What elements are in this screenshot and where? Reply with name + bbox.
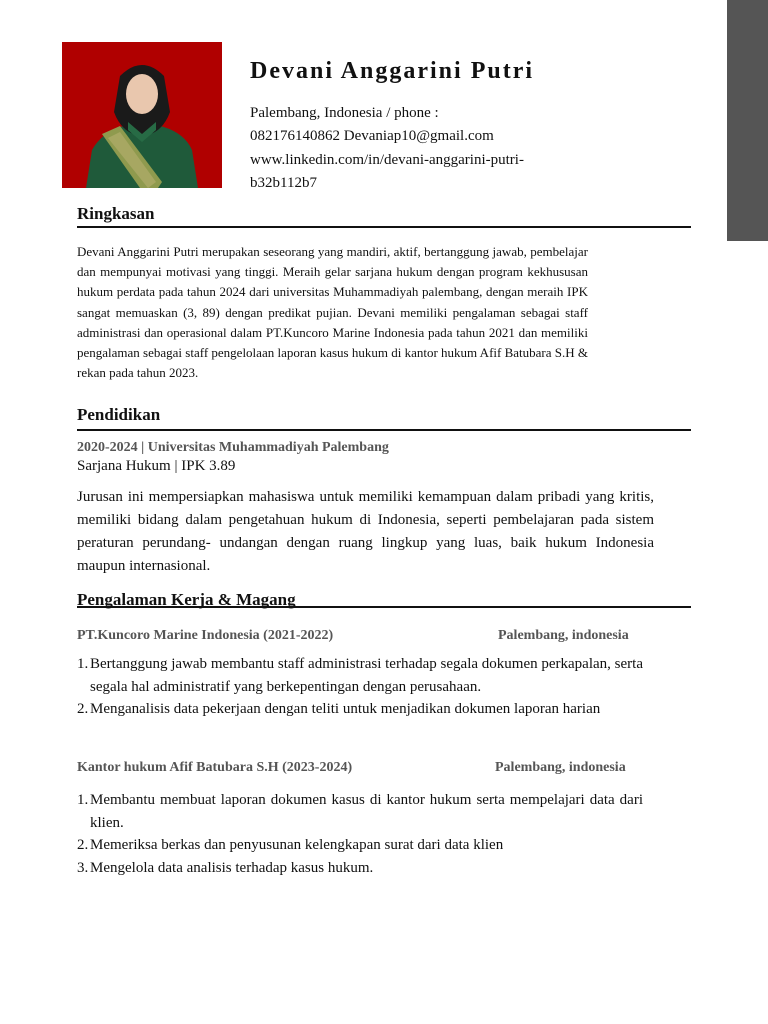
education-degree: Sarjana Hukum | IPK 3.89 xyxy=(77,458,236,474)
list-item: 1. Bertanggung jawab membantu staff administrasi terhadap segala dokumen perkapalan, serta segala hal administratif yang berkepentingan dengan perusahaan. xyxy=(77,656,643,695)
job-location-1: Palembang, indonesia xyxy=(498,628,629,643)
list-item: 1. Membantu membuat laporan dokumen kasus di kantor hukum serta mempelajari data dari klien. xyxy=(77,792,643,831)
candidate-name: Devani Anggarini Putri xyxy=(250,58,535,84)
task-text: Membantu membuat laporan dokumen kasus di kantor hukum serta mempelajari data dari klien. xyxy=(90,792,643,831)
job-location-2: Palembang, indonesia xyxy=(495,760,626,775)
contact-line-linkedin: www.linkedin.com/in/devani-anggarini-putri- xyxy=(250,151,524,168)
section-title-experience: Pengalaman Kerja & Magang xyxy=(77,590,296,609)
list-item: 2. Menganalisis data pekerjaan dengan teliti untuk menjadikan dokumen laporan harian xyxy=(77,701,601,717)
education-description: Jurusan ini mempersiapkan mahasiswa untuk memiliki kemampuan dalam pribadi yang kritis, memiliki bidang dalam pengetahuan hukum di Indonesia, seperti pembelajaran pada sistem peraturan perundang- undangan dengan ruang lingkup yang luas, baik hukum Indonesia maupun internasional. xyxy=(77,489,654,574)
job-heading-2: Kantor hukum Afif Batubara S.H (2023-2024) xyxy=(77,760,353,775)
section-title-summary: Ringkasan xyxy=(77,204,155,223)
list-item: 3. Mengelola data analisis terhadap kasus hukum. xyxy=(77,859,374,876)
contact-block xyxy=(250,102,580,195)
task-text: Mengelola data analisis terhadap kasus hukum. xyxy=(90,859,374,876)
scrollbar-thumb[interactable] xyxy=(727,0,768,241)
job-tasks-1 xyxy=(77,653,643,721)
job-tasks-2 xyxy=(77,789,643,879)
contact-line-linkedin-cont: b32b112b7 xyxy=(250,174,317,191)
task-text: Bertanggung jawab membantu staff administrasi terhadap segala dokumen perkapalan, serta segala hal administratif yang berkepentingan dengan perusahaan. xyxy=(90,656,643,695)
education-heading: 2020-2024 | Universitas Muhammadiyah Palembang xyxy=(77,440,389,455)
list-item: 2. Memeriksa berkas dan penyusunan kelengkapan surat dari data klien xyxy=(77,837,504,853)
section-divider-education xyxy=(77,429,691,431)
section-divider-experience xyxy=(77,606,691,608)
contact-line-location: Palembang, Indonesia / phone : xyxy=(250,105,439,121)
task-text: Menganalisis data pekerjaan dengan teliti untuk menjadikan dokumen laporan harian xyxy=(90,701,601,717)
section-divider-summary xyxy=(77,226,691,228)
summary-text: Devani Anggarini Putri merupakan seseorang yang mandiri, aktif, bertanggung jawab, pembelajar dan mempunyai motivasi yang tinggi. Meraih gelar sarjana hukum dengan program kekhususan hukum perdata pada tahun 2024 dari universitas Muhammadiyah palembang, dengan meraih IPK sangat memuaskan (3, 89) dengan predikat pujian. Devani memiliki pengalaman sebagai staff administrasi dan operasional dalam PT.Kuncoro Marine Indonesia pada tahun 2021 dan memiliki pengalaman sebagai staff pengelolaan laporan kasus hukum di kantor hukum Afif Batubara S.H & rekan pada tahun 2023. xyxy=(77,244,588,381)
profile-photo-illustration xyxy=(62,42,222,188)
contact-line-phone-email: 082176140862 Devaniap10@gmail.com xyxy=(250,128,494,145)
task-text: Memeriksa berkas dan penyusunan kelengkapan surat dari data klien xyxy=(90,837,504,853)
section-title-education: Pendidikan xyxy=(77,405,161,424)
profile-photo xyxy=(62,42,222,188)
job-heading-1: PT.Kuncoro Marine Indonesia (2021-2022) xyxy=(77,628,334,643)
